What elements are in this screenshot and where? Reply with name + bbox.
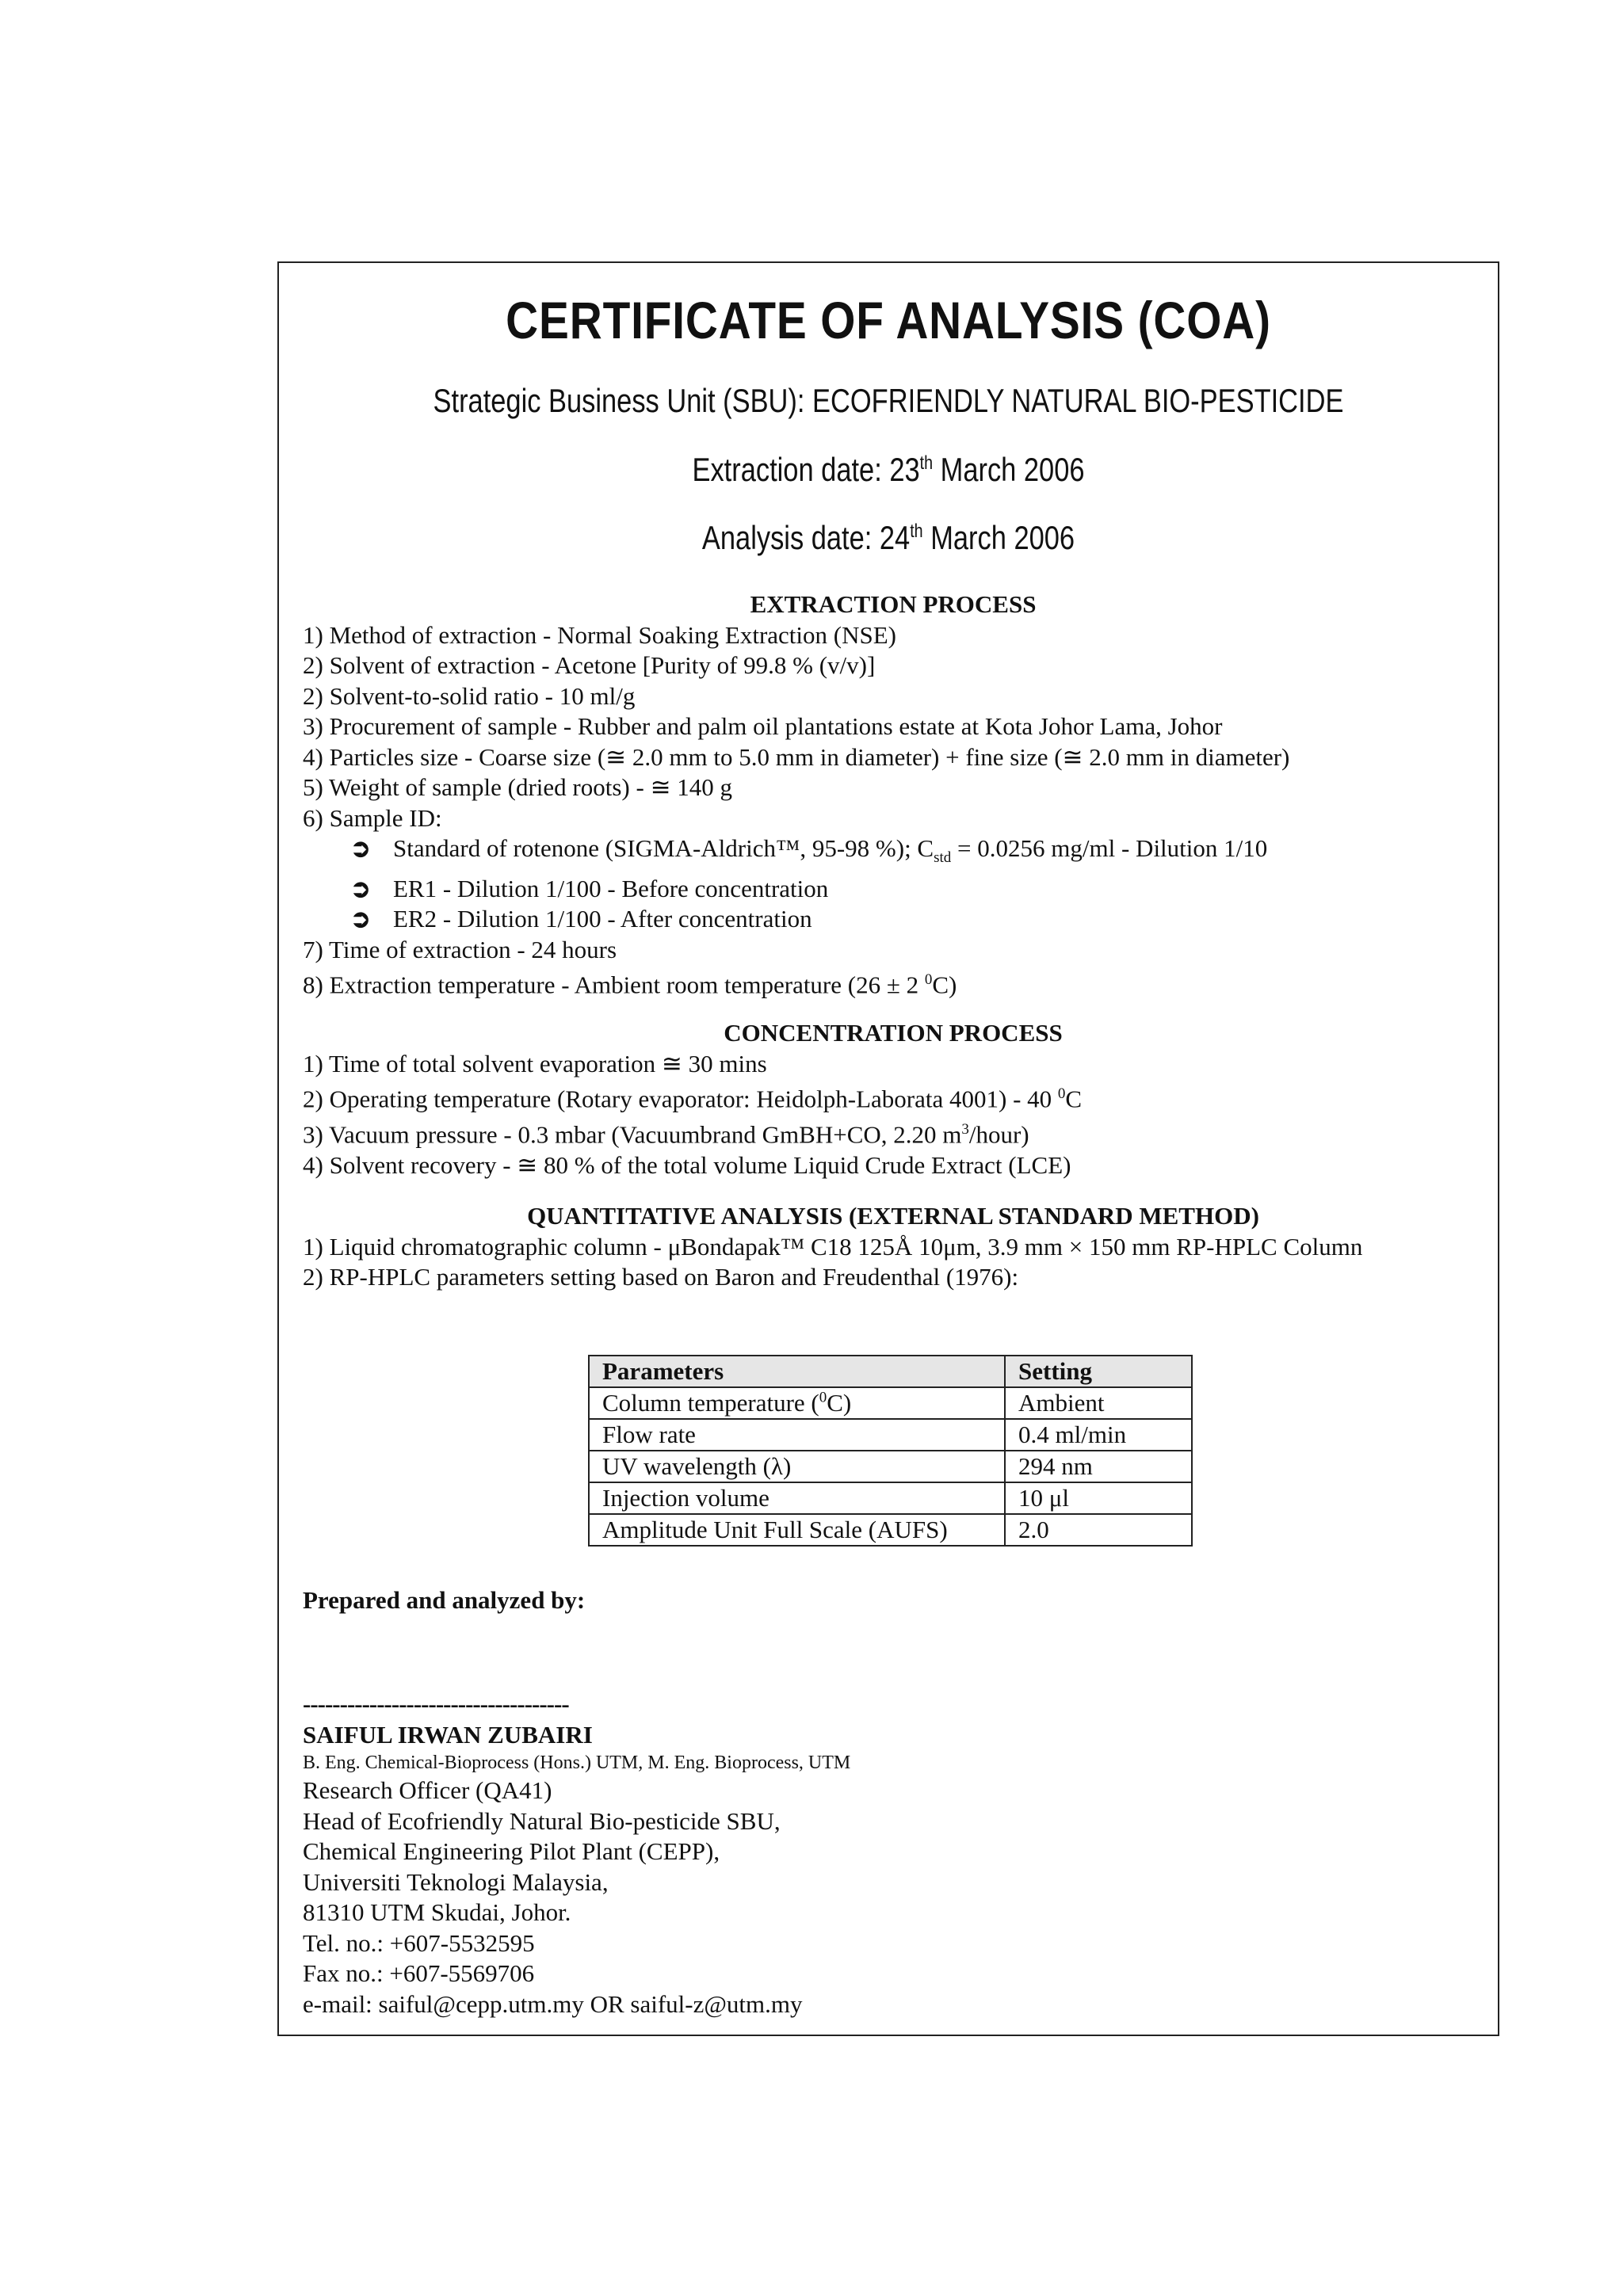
signatory-qualifications: B. Eng. Chemical-Bioprocess (Hons.) UTM, M. Eng. Bioprocess, UTM: [303, 1753, 851, 1773]
vacuum-unit: /hour): [968, 1120, 1029, 1149]
sample-id-text: ER1 - Dilution 1/100 - Before concentration: [393, 874, 829, 902]
arrow-bullet-icon: ➲: [350, 905, 371, 933]
extraction-line: 3) Procurement of sample - Rubber and palm oil plantations estate at Kota Johor Lama, Johor: [303, 712, 1223, 740]
arrow-bullet-icon: ➲: [350, 834, 371, 862]
certificate-frame: [277, 261, 1499, 2036]
sample-id-text: ER2 - Dilution 1/100 - After concentration: [393, 905, 812, 933]
cubic-sup: 3: [961, 1120, 969, 1138]
table-row: [589, 1419, 1192, 1451]
content-body: [303, 589, 1484, 1293]
sample-id-item: [303, 904, 1484, 935]
signatory-phone: Tel. no.: +607-5532595: [303, 1928, 535, 1957]
sample-id-item: [303, 833, 1484, 874]
extraction-line: 2) Solvent of extraction - Acetone [Purity of 99.8 % (v/v)]: [303, 651, 876, 679]
vacuum-text: 3) Vacuum pressure - 0.3 mbar (Vacuumbrand GmBH+CO, 2.20 m: [303, 1120, 962, 1149]
extraction-date-sup: th: [919, 452, 934, 474]
extraction-line: 5) Weight of sample (dried roots) - ≅ 140 g: [303, 773, 733, 801]
table-cell: UV wavelength (λ): [589, 1451, 1005, 1482]
analysis-date-text: Analysis date: 24: [701, 519, 911, 556]
extraction-date-text: Extraction date: 23: [692, 451, 920, 488]
prepared-by-label: Prepared and analyzed by:: [303, 1586, 586, 1614]
signature-line: ------------------------------------: [303, 1690, 569, 1718]
concentration-line: [303, 1079, 1484, 1115]
operating-temp-text: 2) Operating temperature (Rotary evaporator: Heidolph-Laborata 4001) - 40: [303, 1085, 1058, 1113]
table-row: [589, 1482, 1192, 1514]
signatory-detail: Universiti Teknologi Malaysia,: [303, 1867, 609, 1896]
param-unit: C): [827, 1389, 852, 1417]
table-cell: 0.4 ml/min: [1005, 1419, 1192, 1451]
analysis-date-sup: th: [910, 521, 923, 542]
table-cell: [589, 1387, 1005, 1419]
table-row: [589, 1451, 1192, 1482]
extraction-date-suffix: March 2006: [933, 451, 1085, 488]
analysis-date-suffix: March 2006: [922, 519, 1075, 556]
extraction-temperature: [303, 965, 1484, 1001]
quantitative-line: 2) RP-HPLC parameters setting based on Baron and Freudenthal (1976):: [303, 1263, 1019, 1291]
signatory-detail: Head of Ecofriendly Natural Bio-pesticide SBU,: [303, 1806, 781, 1835]
signatory-detail: 81310 UTM Skudai, Johor.: [303, 1898, 571, 1926]
table-row: [589, 1387, 1192, 1419]
signatory-detail: Research Officer (QA41): [303, 1776, 552, 1804]
signature-block: [303, 1689, 850, 2019]
table-cell: Amplitude Unit Full Scale (AUFS): [589, 1514, 1005, 1546]
table-cell: 294 nm: [1005, 1451, 1192, 1482]
concentration-line: 1) Time of total solvent evaporation ≅ 30 mins: [303, 1049, 767, 1077]
signatory-email[interactable]: e-mail: saiful@cepp.utm.my OR saiful-z@utm.my: [303, 1989, 803, 2018]
sample-id-text: Standard of rotenone (SIGMA-Aldrich™, 95-98 %); C: [393, 834, 934, 862]
concentration-line: 4) Solvent recovery - ≅ 80 % of the total volume Liquid Crude Extract (LCE): [303, 1150, 1071, 1179]
signatory-name: SAIFUL IRWAN ZUBAIRI: [303, 1720, 593, 1749]
extraction-line: 4) Particles size - Coarse size (≅ 2.0 mm to 5.0 mm in diameter) + fine size (≅ 2.0 mm in diameter): [303, 742, 1290, 771]
table-cell: 10 μl: [1005, 1482, 1192, 1514]
degree-sup: 0: [1057, 1085, 1066, 1103]
table-cell: Flow rate: [589, 1419, 1005, 1451]
param-text: Column temperature (: [602, 1389, 819, 1417]
table-header: Setting: [1005, 1356, 1192, 1387]
extraction-heading: EXTRACTION PROCESS: [750, 590, 1037, 618]
concentration-heading: CONCENTRATION PROCESS: [724, 1019, 1063, 1047]
sample-id-text-end: = 0.0256 mg/ml - Dilution 1/10: [951, 834, 1268, 862]
table-header: Parameters: [589, 1356, 1005, 1387]
document-title: CERTIFICATE OF ANALYSIS (COA): [506, 291, 1271, 349]
table-cell: 2.0: [1005, 1514, 1192, 1546]
table-cell: Injection volume: [589, 1482, 1005, 1514]
temperature-unit: C): [932, 971, 957, 999]
temperature-text: 8) Extraction temperature - Ambient room temperature (26 ± 2: [303, 971, 925, 999]
signatory-fax: Fax no.: +607-5569706: [303, 1959, 535, 1987]
extraction-line: 1) Method of extraction - Normal Soaking Extraction (NSE): [303, 620, 896, 649]
analysis-date: [388, 519, 1388, 557]
arrow-bullet-icon: ➲: [350, 874, 371, 902]
extraction-line: 6) Sample ID:: [303, 803, 442, 832]
degree-sup: 0: [819, 1389, 827, 1406]
quantitative-line: 1) Liquid chromatographic column - μBondapak™ C18 125Å 10μm, 3.9 mm × 150 mm RP-HPLC Column: [303, 1232, 1363, 1261]
concentration-line: [303, 1115, 1484, 1150]
sample-id-item: [303, 874, 1484, 905]
parameters-table: [588, 1355, 1193, 1547]
table-header-row: [589, 1356, 1192, 1387]
quantitative-heading: QUANTITATIVE ANALYSIS (EXTERNAL STANDARD METHOD): [527, 1202, 1259, 1230]
extraction-date: [388, 451, 1388, 489]
table-row: [589, 1514, 1192, 1546]
table-cell: Ambient: [1005, 1387, 1192, 1419]
operating-temp-unit: C: [1065, 1085, 1083, 1113]
sbu-line: Strategic Business Unit (SBU): ECOFRIENDLY NATURAL BIO-PESTICIDE: [433, 382, 1344, 419]
signatory-detail: Chemical Engineering Pilot Plant (CEPP),: [303, 1837, 720, 1865]
extraction-time: 7) Time of extraction - 24 hours: [303, 935, 617, 963]
extraction-line: 2) Solvent-to-solid ratio - 10 ml/g: [303, 681, 636, 710]
degree-sup: 0: [924, 971, 933, 989]
sample-id-subscript: std: [934, 849, 952, 867]
